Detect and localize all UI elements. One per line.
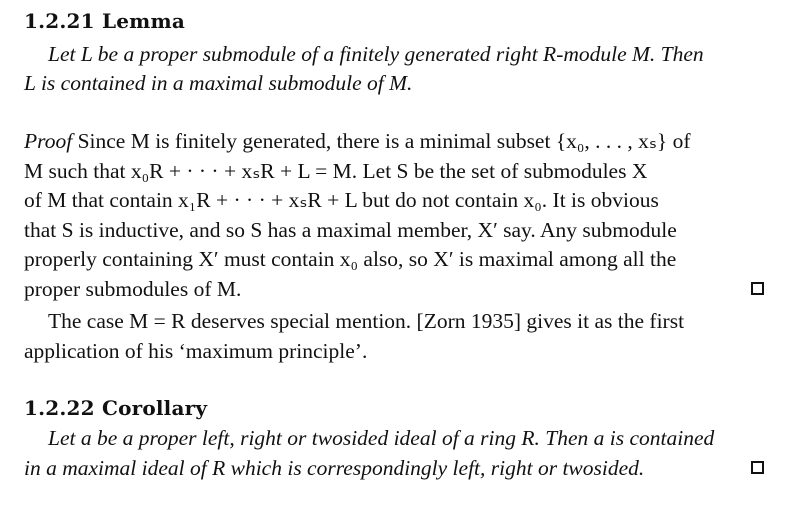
lemma-statement-line-2: L is contained in a maximal submodule of M. <box>24 71 413 95</box>
qed-square-icon <box>751 282 764 295</box>
lemma-statement-line-1: Let L be a proper submodule of a finitely generated right R-module M. Then <box>48 42 704 66</box>
remark-line-2: application of his ‘maximum principle’. <box>24 339 368 363</box>
corollary-heading: 1.2.22 Corollary <box>24 396 208 420</box>
proof-line-5: properly containing X′ must contain x₀ also, so X′ is maximal among all the <box>24 247 677 271</box>
proof-line-1-text: Since M is finitely generated, there is a minimal subset {x₀, . . . , xₛ} of <box>77 129 691 153</box>
proof-label: Proof <box>24 129 73 153</box>
lemma-heading: 1.2.21 Lemma <box>24 9 186 33</box>
corollary-statement-line-2: in a maximal ideal of R which is correspondingly left, right or twosided. <box>24 456 645 480</box>
proof-line-1 <box>24 131 691 153</box>
corollary-statement-line-1: Let a be a proper left, right or twosided ideal of a ring R. Then a is contained <box>48 426 715 450</box>
proof-line-3: of M that contain x₁R + · · · + xₛR + L but do not contain x₀. It is obvious <box>24 188 659 212</box>
proof-line-2: M such that x₀R + · · · + xₛR + L = M. Let S be the set of submodules X <box>24 159 648 183</box>
proof-line-6: proper submodules of M. <box>24 277 242 301</box>
proof-line-4: that S is inductive, and so S has a maximal member, X′ say. Any submodule <box>24 218 677 242</box>
remark-line-1: The case M = R deserves special mention. [Zorn 1935] gives it as the first <box>48 309 685 333</box>
qed-square-icon <box>751 461 764 474</box>
